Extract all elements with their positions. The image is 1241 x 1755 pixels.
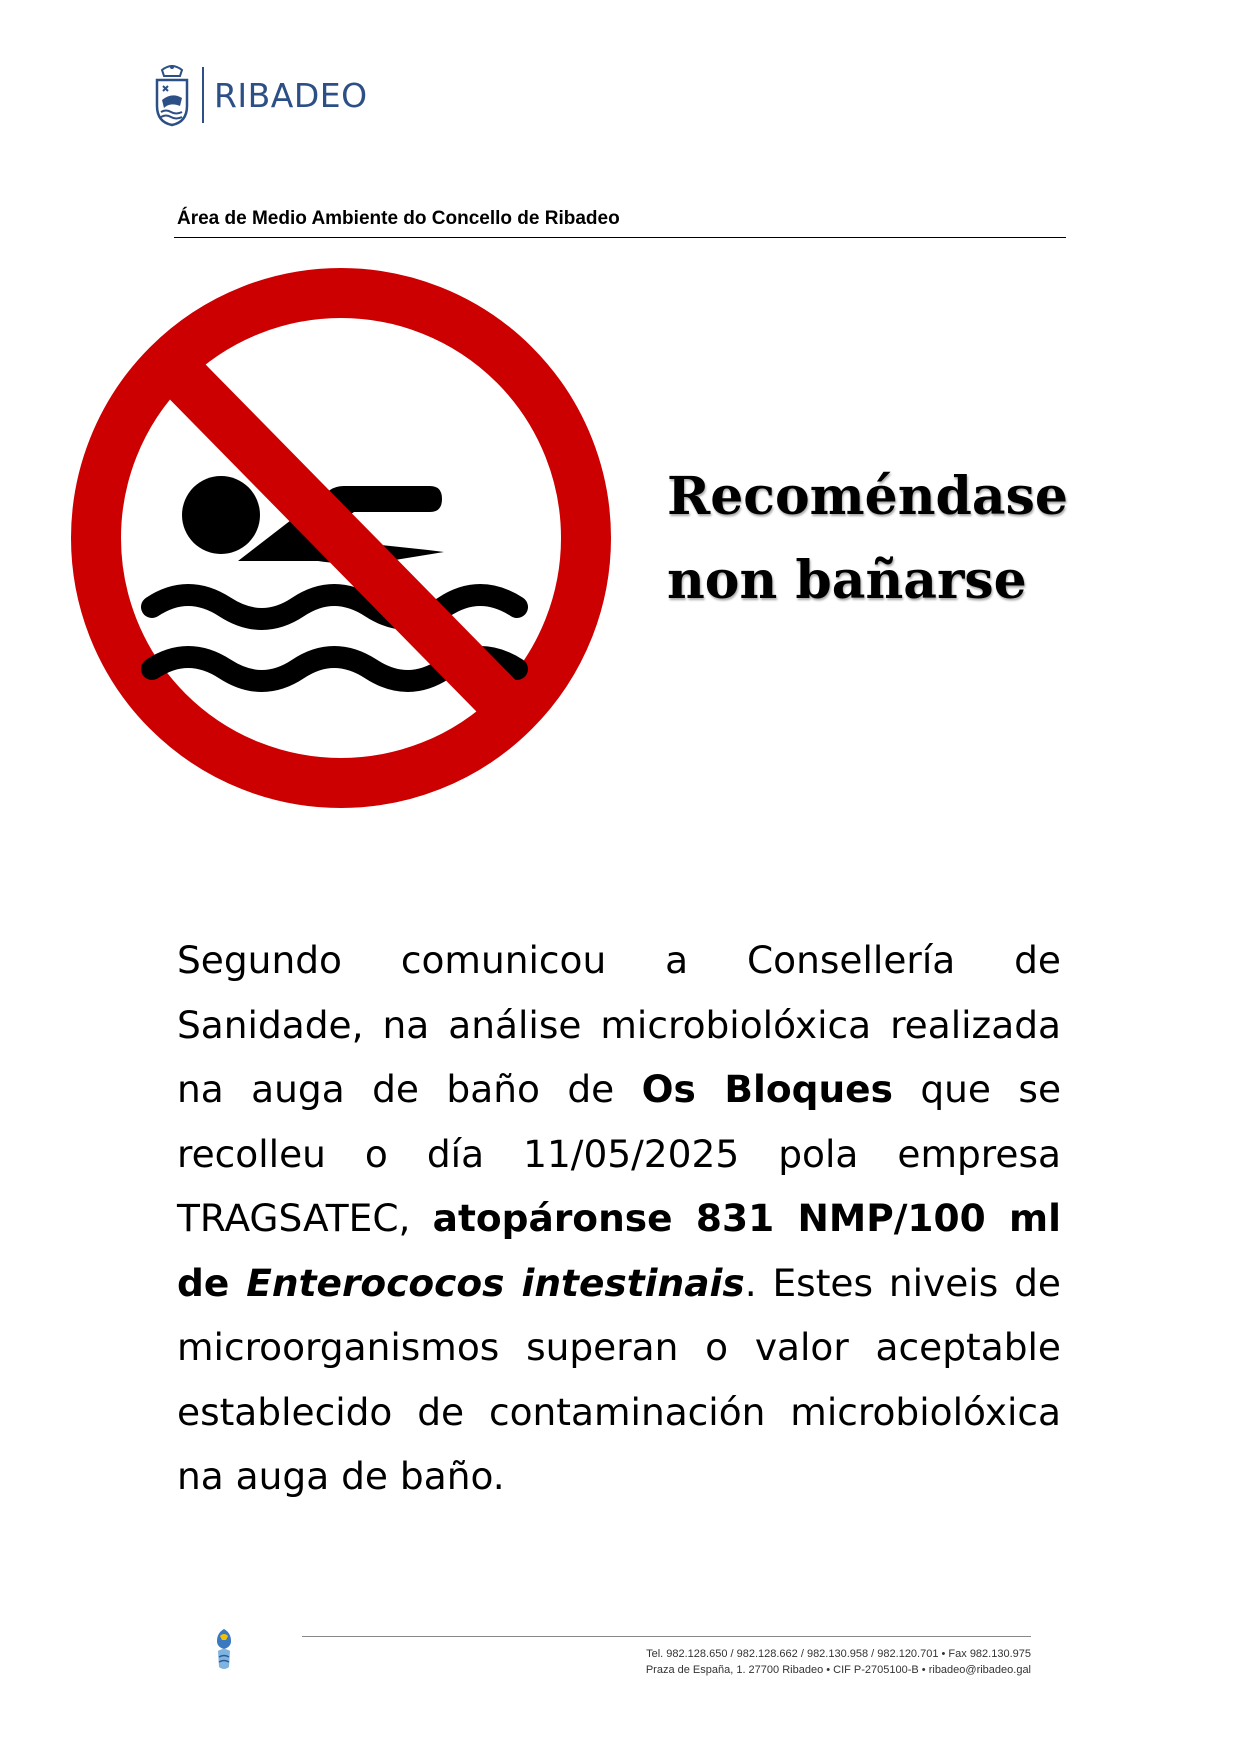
notice-text-2: que se recolleu o día 11/05/2025 pola empresa TRAGSATEC, <box>177 1067 1062 1240</box>
department-title: Área de Medio Ambiente do Concello de Ribadeo <box>177 208 620 229</box>
no-swimming-icon <box>68 268 616 808</box>
footer-divider <box>302 1636 1031 1637</box>
footer-phone-line: Tel. 982.128.650 / 982.128.662 / 982.130.958 / 982.120.701 • Fax 982.130.975 <box>646 1648 1031 1660</box>
footer-address-line: Praza de España, 1. 27700 Ribadeo • CIF P-2705100-B • ribadeo@ribadeo.gal <box>645 1664 1031 1676</box>
notice-text-3: . Estes niveis de microorganismos superan o valor aceptable establecido de contaminación microbiolóxica na auga de baño. <box>177 1260 1061 1498</box>
footer-emblem-icon <box>211 1627 237 1673</box>
brand-name: RIBADEO <box>214 75 368 115</box>
notice-text-1: Segundo comunicou a Consellería de Sanidade, na análise microbiolóxica realizada na auga de baño de <box>177 938 1061 1111</box>
headline: Recoméndase non bañarse <box>667 466 1068 611</box>
crest-icon <box>152 62 192 128</box>
organism-name: Enterococos intestinais <box>246 1260 745 1305</box>
header-divider <box>174 237 1066 238</box>
logo-divider <box>202 67 204 123</box>
result-value: atopáronse 831 NMP/100 ml de <box>177 1196 1061 1305</box>
footer-contact <box>646 1646 1031 1678</box>
beach-name: Os Bloques <box>641 1067 893 1111</box>
notice-paragraph <box>177 928 1061 1509</box>
ribadeo-logo <box>152 62 368 128</box>
